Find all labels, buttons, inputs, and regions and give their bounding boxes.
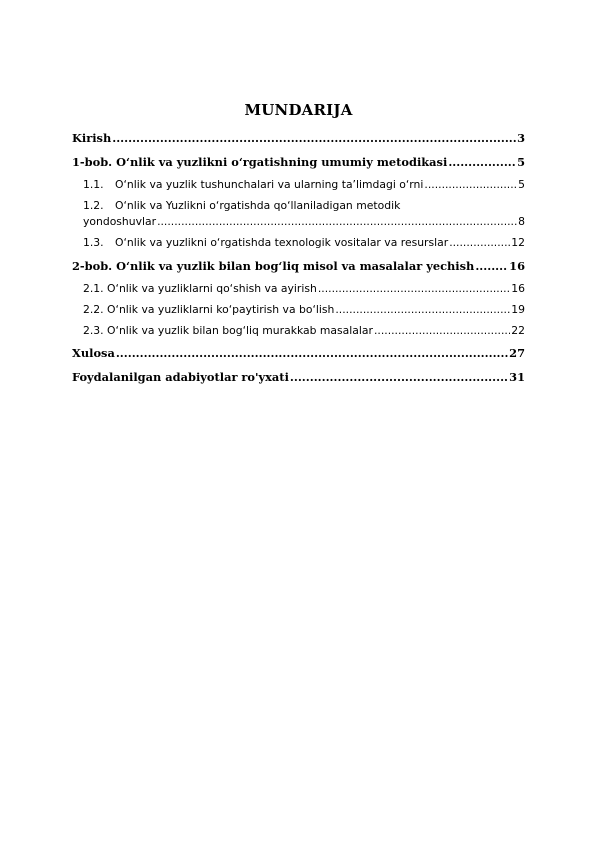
toc-leader-dots bbox=[448, 155, 516, 169]
toc-leader-dots bbox=[424, 178, 517, 191]
toc-entry-text: Foydalanilgan adabiyotlar ro'yxati bbox=[72, 370, 289, 384]
toc-page-number: 12 bbox=[511, 236, 525, 249]
toc-entry-1-2-line1[interactable] bbox=[83, 199, 525, 212]
toc-page-number: 19 bbox=[511, 303, 525, 316]
toc-entry-references[interactable] bbox=[72, 370, 525, 384]
toc-entry-chapter-2[interactable] bbox=[72, 259, 525, 273]
toc-page-number: 22 bbox=[511, 324, 525, 337]
toc-entry-text: 1-bob. O‘nlik va yuzlikni o‘rgatishning umumiy metodikasi bbox=[72, 155, 448, 169]
toc-entry-text: Kirish bbox=[72, 131, 112, 145]
toc-section-number: 1.3. bbox=[83, 236, 104, 249]
toc-entry-1-2-line2[interactable] bbox=[83, 215, 525, 228]
toc-entry-text: 2.1. O‘nlik va yuzliklarni qo‘shish va ayirish bbox=[83, 282, 317, 295]
toc-page-number: 16 bbox=[511, 282, 525, 295]
toc-entry-text: 2-bob. O‘nlik va yuzlik bilan bog‘liq misol va masalalar yechish bbox=[72, 259, 475, 273]
page-title: MUNDARIJA bbox=[244, 101, 353, 119]
toc-leader-dots bbox=[335, 303, 510, 316]
toc-entry-text: Xulosa bbox=[72, 346, 115, 360]
toc-entry-text: yondoshuvlar bbox=[83, 215, 157, 228]
toc-page-number: 5 bbox=[517, 155, 525, 169]
toc-entry-2-3[interactable] bbox=[83, 324, 525, 337]
toc-leader-dots bbox=[290, 370, 508, 384]
toc-entry-2-2[interactable] bbox=[83, 303, 525, 316]
toc-entry-1-3[interactable] bbox=[83, 236, 525, 249]
toc-leader-dots bbox=[374, 324, 510, 337]
toc-section-number: 1.1. bbox=[83, 178, 104, 191]
toc-page-number: 5 bbox=[518, 178, 525, 191]
toc-leader-dots bbox=[157, 215, 517, 228]
toc-page-number: 3 bbox=[517, 131, 525, 145]
toc-page-number: 27 bbox=[509, 346, 525, 360]
toc-entry-2-1[interactable] bbox=[83, 282, 525, 295]
toc-entry-text: O‘nlik va yuzlik tushunchalari va ularning ta’limdagi o‘rni bbox=[115, 178, 424, 191]
toc-entry-text: O‘nlik va yuzlikni o‘rgatishda texnologik vositalar va resurslar bbox=[115, 236, 449, 249]
toc-page-number: 31 bbox=[509, 370, 525, 384]
toc-entry-xulosa[interactable] bbox=[72, 346, 525, 360]
toc-leader-dots bbox=[112, 131, 516, 145]
toc-entry-kirish[interactable] bbox=[72, 131, 525, 145]
toc-leader-dots bbox=[475, 259, 508, 273]
toc-entry-text: 2.2. O‘nlik va yuzliklarni ko‘paytirish va bo‘lish bbox=[83, 303, 335, 316]
toc-page-number: 8 bbox=[518, 215, 525, 228]
toc-entry-text: O‘nlik va Yuzlikni o‘rgatishda qo‘llaniladigan metodik bbox=[115, 199, 401, 212]
toc-leader-dots bbox=[116, 346, 508, 360]
toc-leader-dots bbox=[318, 282, 510, 295]
toc-leader-dots bbox=[449, 236, 510, 249]
toc-entry-text: 2.3. O‘nlik va yuzlik bilan bog‘liq murakkab masalalar bbox=[83, 324, 373, 337]
toc-section-number: 1.2. bbox=[83, 199, 104, 212]
toc-entry-chapter-1[interactable] bbox=[72, 155, 525, 169]
toc-entry-1-1[interactable] bbox=[83, 178, 525, 191]
toc-page-number: 16 bbox=[509, 259, 525, 273]
